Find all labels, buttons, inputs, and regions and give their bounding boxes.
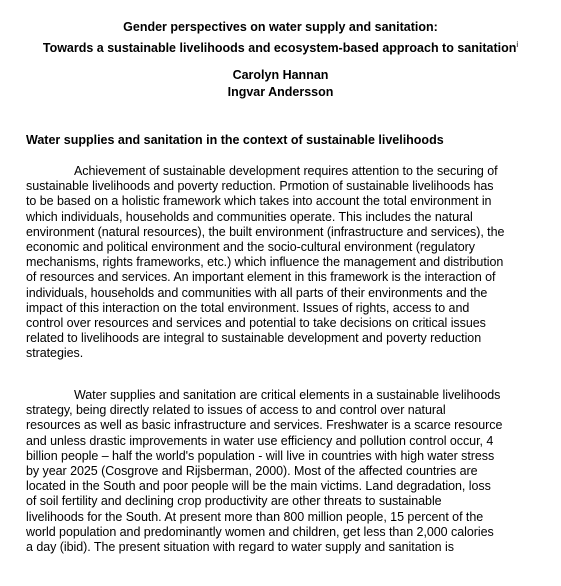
paragraph-line: Achievement of sustainable development requires attention to the securing of — [74, 164, 498, 178]
section-heading: Water supplies and sanitation in the context of sustainable livelihoods — [26, 133, 444, 147]
paragraph-line: which individuals, households and communities operate. This includes the natural — [26, 209, 473, 224]
paragraph-line: resources as well as basic infrastructure and services. Freshwater is a scarce resource — [26, 418, 503, 433]
paragraph-line: mechanisms, rights frameworks, etc.) which influence the management and distribution — [26, 255, 504, 270]
paragraph-line: strategies. — [26, 346, 84, 361]
paragraph-1 — [26, 164, 546, 362]
paragraph-2 — [26, 388, 546, 555]
paragraph-line: control over resources and services and potential to take decisions on critical issues — [26, 316, 486, 331]
paragraph-line: located in the South and poor people will be the main victims. Land degradation, loss — [26, 479, 491, 494]
paragraph-line: of soil fertility and declining crop productivity are other threats to sustainable — [26, 494, 442, 509]
footnote-marker[interactable]: i — [516, 40, 519, 49]
title-line-1: Gender perspectives on water supply and sanitation: — [123, 20, 438, 34]
paragraph-line: billion people – half the world's population - will live in countries with high water stress — [26, 448, 495, 463]
paragraph-line: economic and political environment and the socio-cultural environment (regulatory — [26, 240, 475, 255]
paragraph-line: livelihoods for the South. At present more than 800 million people, 15 percent of the — [26, 509, 484, 524]
author-list — [0, 67, 561, 101]
author-1: Carolyn Hannan — [232, 68, 329, 82]
paragraph-line: to be based on a holistic framework which takes into account the total environment in — [26, 194, 492, 209]
document-title — [0, 19, 561, 57]
paragraph-line: sustainable livelihoods and poverty reduction. Prmotion of sustainable livelihoods has — [26, 179, 494, 194]
paragraph-line: individuals, households and communities with all parts of their environments and the — [26, 285, 488, 300]
paragraph-line: impact of this interaction on the total environment. Issues of rights, access to and — [26, 300, 470, 315]
paragraph-line: by year 2025 (Cosgrove and Rijsberman, 2000). Most of the affected countries are — [26, 464, 478, 479]
paragraph-line: and unless drastic improvements in water use efficiency and pollution control occur, 4 — [26, 433, 494, 448]
title-line-2 — [0, 36, 561, 57]
author-2: Ingvar Andersson — [227, 85, 334, 99]
paragraph-line: world population and predominantly women and children, get less than 2,000 calories — [26, 524, 494, 539]
paragraph-line: environment (natural resources), the built environment (infrastructure and services), the — [26, 224, 505, 239]
title-line-2-text: Towards a sustainable livelihoods and ecosystem-based approach to sanitation — [42, 41, 517, 55]
paragraph-line: of resources and services. An important element in this framework is the interaction of — [26, 270, 496, 285]
paragraph-line: strategy, being directly related to issues of access to and control over natural — [26, 403, 446, 418]
paragraph-line: a day (ibid). The present situation with regard to water supply and sanitation is — [26, 540, 454, 555]
paragraph-line: related to livelihoods are integral to sustainable development and poverty reduction — [26, 331, 482, 346]
paragraph-line: Water supplies and sanitation are critical elements in a sustainable livelihoods — [74, 388, 501, 402]
